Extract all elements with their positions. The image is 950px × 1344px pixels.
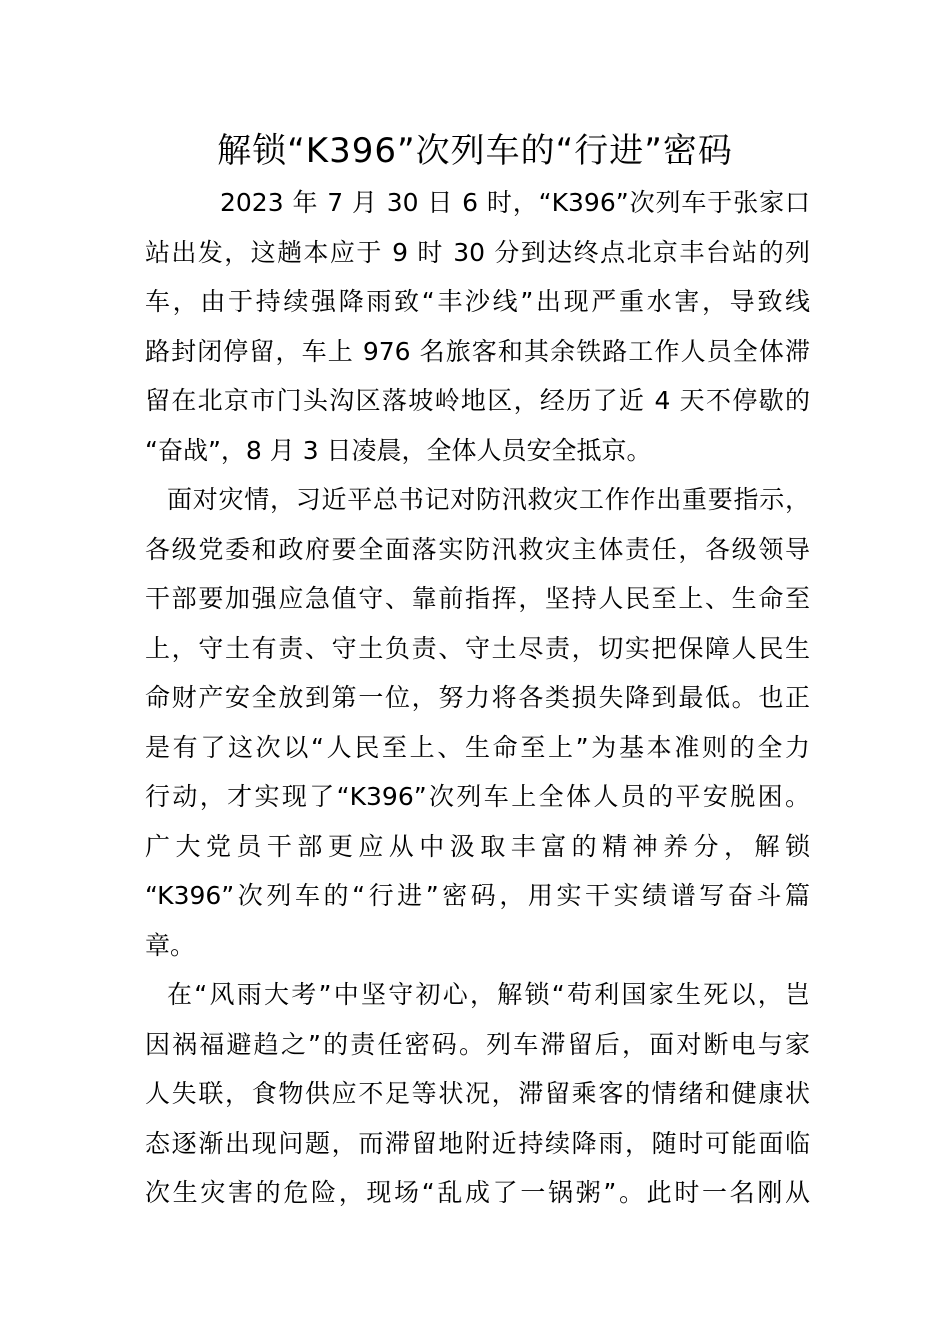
paragraph-line: 命财产安全放到第一位，努力将各类损失降到最低。也正 <box>145 683 810 712</box>
paragraph-line: 干部要加强应急值守、靠前指挥，坚持人民至上、生命至 <box>145 584 810 613</box>
paragraph-line: 人失联，食物供应不足等状况，滞留乘客的情绪和健康状 <box>145 1079 810 1108</box>
paragraph-line: 在“风雨大考”中坚守初心，解锁“苟利国家生死以，岂 <box>167 980 810 1009</box>
paragraph-line: “奋战”，8 月 3 日凌晨，全体人员安全抵京。 <box>145 435 652 465</box>
paragraph-line: 次生灾害的危险，现场“乱成了一锅粥”。此时一名刚从 <box>145 1178 810 1207</box>
paragraph-line: 因祸福避趋之”的责任密码。列车滞留后，面对断电与家 <box>145 1029 810 1059</box>
paragraph-line: 是有了这次以“人民至上、生命至上”为基本准则的全力 <box>145 732 810 762</box>
paragraph-line: “K396”次列车的“行进”密码，用实干实绩谱写奋斗篇 <box>145 881 810 910</box>
paragraph-line: 留在北京市门头沟区落坡岭地区，经历了近 4 天不停歇的 <box>145 386 810 415</box>
paragraph-line: 2023 年 7 月 30 日 6 时，“K396”次列车于张家口 <box>220 188 810 217</box>
paragraph-line: 上，守土有责、守土负责、守土尽责，切实把保障人民生 <box>145 633 810 663</box>
paragraph-line: 面对灾情，习近平总书记对防汛救灾工作作出重要指示， <box>167 485 810 514</box>
paragraph-line: 路封闭停留，车上 976 名旅客和其余铁路工作人员全体滞 <box>145 336 810 366</box>
paragraph-line: 各级党委和政府要全面落实防汛救灾主体责任，各级领导 <box>145 534 810 564</box>
paragraph-line: 态逐渐出现问题，而滞留地附近持续降雨，随时可能面临 <box>145 1128 810 1158</box>
paragraph-line: 车，由于持续强降雨致“丰沙线”出现严重水害，导致线 <box>145 287 810 316</box>
document-body <box>145 178 810 1218</box>
document-title: 解锁“K396”次列车的“行进”密码 <box>217 131 733 171</box>
paragraph-line: 章。 <box>145 930 196 960</box>
paragraph-line: 站出发，这趟本应于 9 时 30 分到达终点北京丰台站的列 <box>145 237 810 267</box>
paragraph-line: 行动，才实现了“K396”次列车上全体人员的平安脱困。 <box>145 782 810 811</box>
paragraph-line: 广大党员干部更应从中汲取丰富的精神养分，解锁 <box>145 831 810 861</box>
